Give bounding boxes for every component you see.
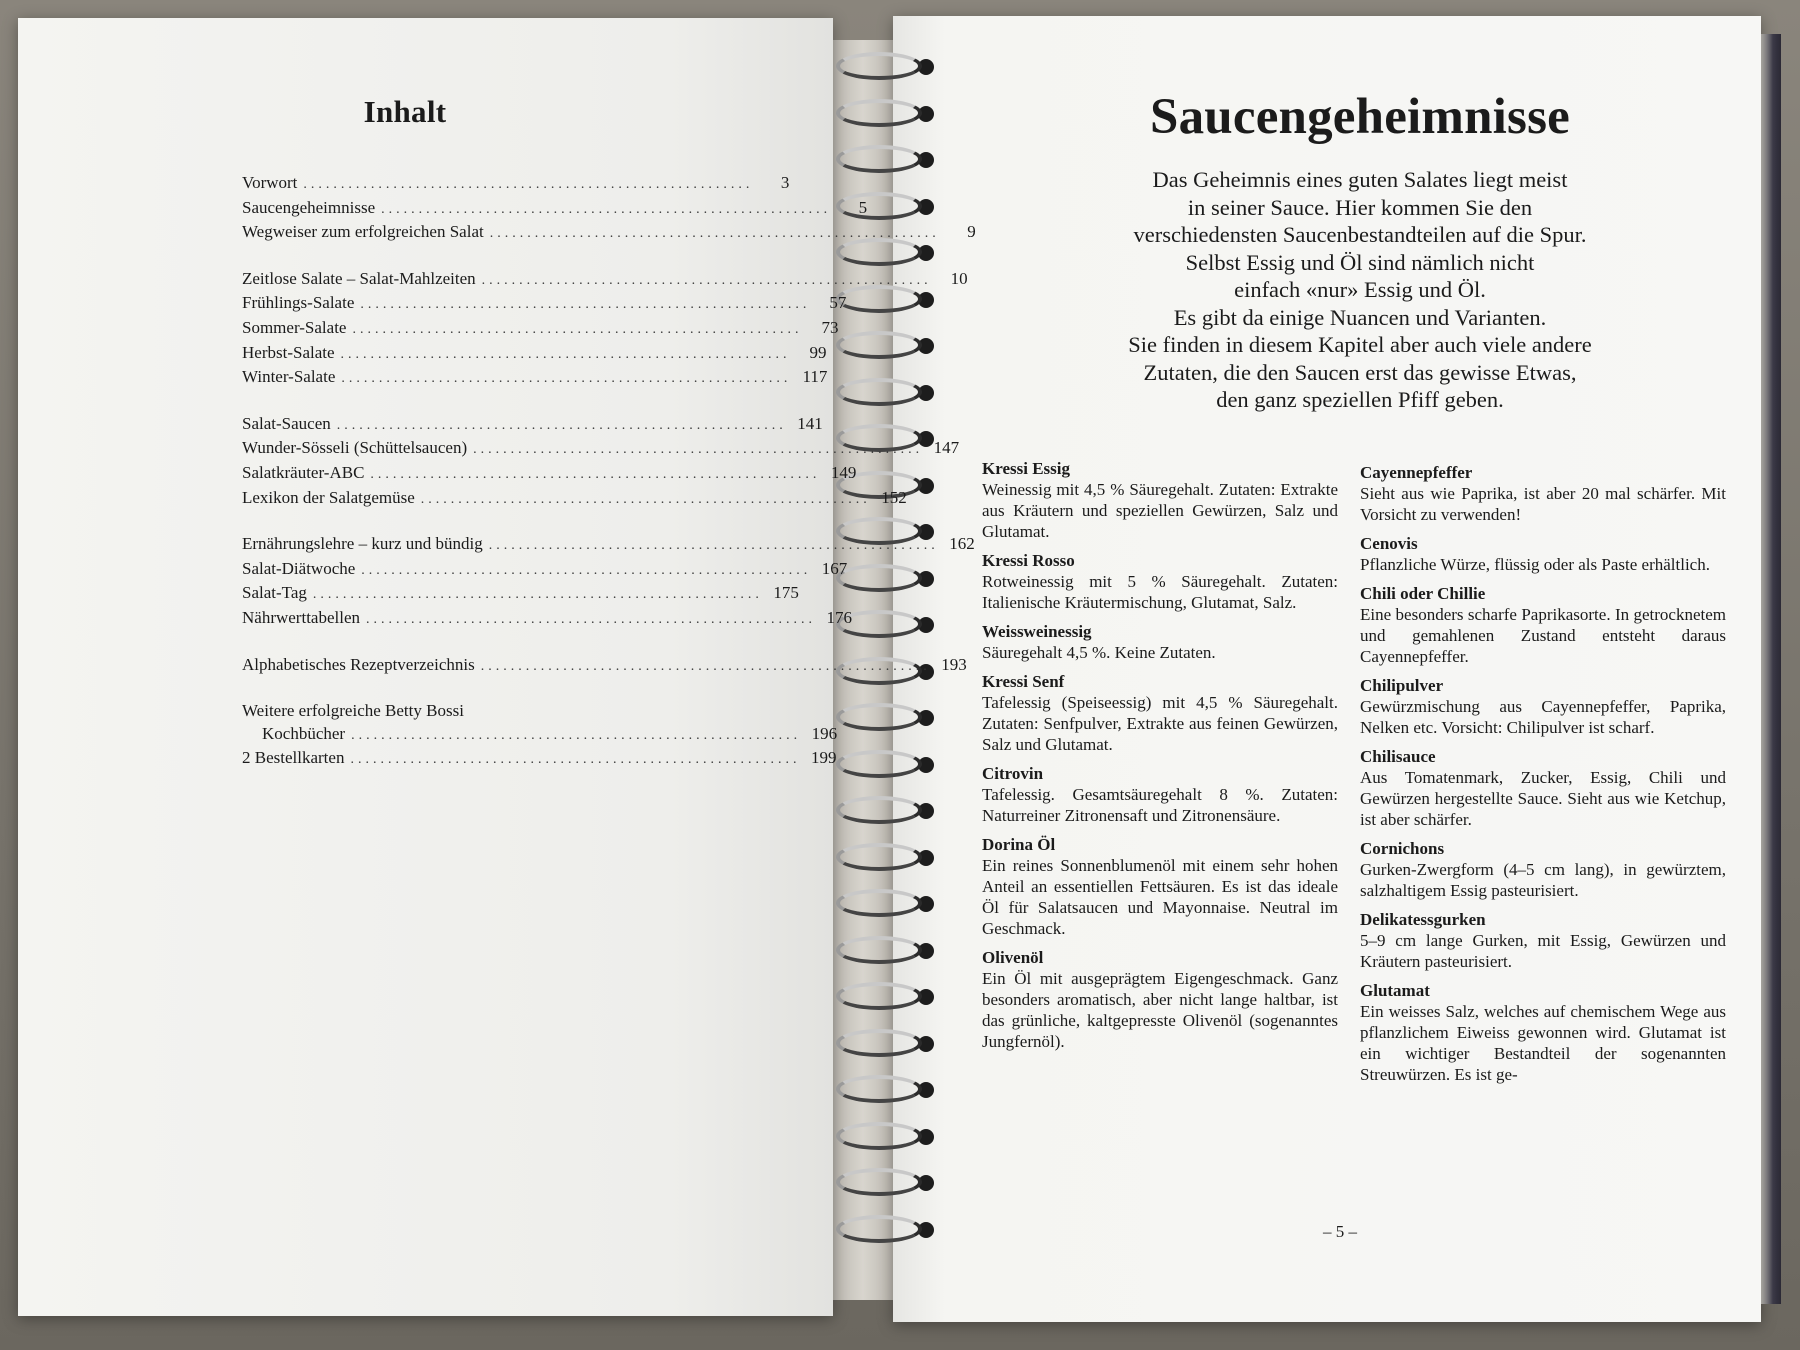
toc-entry-label: Weitere erfolgreiche Betty Bossi [242,701,464,721]
spiral-coil [832,1027,942,1061]
intro-line: den ganz speziellen Pfiff geben. [1216,387,1504,412]
toc-leader-dots: ............................................................ [341,371,792,387]
intro-line: Es gibt da einige Nuancen und Varianten. [1173,304,1547,330]
glossary-term: Glutamat [1360,981,1430,1000]
toc-leader-dots: ............................................................ [370,466,821,482]
toc-entry-page: 167 [821,558,848,578]
toc-leader-dots: ............................................................ [352,321,803,337]
toc-entry-label: Wegweiser zum erfolgreichen Salat [242,222,484,242]
intro-line: einfach «nur» Essig und Öl. [1234,277,1486,302]
toc-entry-page: 117 [802,367,828,387]
wire-loop [836,703,922,731]
glossary-term: Delikatessgurken [1360,910,1486,929]
toc-entry-label: Saucengeheimnisse [242,197,376,217]
toc-entry [242,172,790,197]
toc-entry-label: Ernährungslehre – kurz und bündig [242,534,483,554]
toc-leader-dots: ............................................................ [336,417,787,433]
glossary-entry [1360,838,1726,901]
toc-entry [242,366,828,391]
toc-entry [242,607,852,632]
toc-entry [242,413,823,438]
toc-entry [242,268,968,293]
wire-loop [836,796,922,824]
toc-group [242,654,967,679]
wire-loop [836,843,922,871]
glossary-description: Säuregehalt 4,5 %. Keine Zutaten. [982,643,1216,662]
toc-entry [242,292,847,317]
glossary-description: Tafelessig (Speiseessig) mit 4,5 % Säuregehalt. Zutaten: Senfpulver, Extrakte aus feinen Gewürzen, Salz und Glutamat. [982,693,1338,754]
glossary-description: Tafelessig. Gesamtsäuregehalt 8 %. Zutaten: Naturreiner Zitronensaft und Zitronensäure. [982,785,1338,825]
spiral-coil [832,934,942,968]
glossary-description: Ein Öl mit ausgeprägtem Eigengeschmack. Ganz besonders aromatisch, aber nicht lange haltbar, ist das grünliche, kaltgepresste Olivenöl (sogenanntes Jungfernöl). [982,969,1338,1051]
toc-entry-page: 99 [809,342,827,362]
wire-loop [836,750,922,778]
glossary-term: Chilisauce [1360,747,1436,766]
glossary-entry [1360,909,1726,972]
glossary-term: Weissweinessig [982,622,1092,641]
toc-entry-page: 176 [826,607,852,627]
glossary-entry [982,671,1338,755]
glossary-description: Weinessig mit 4,5 % Säuregehalt. Zutaten: Extrakte aus Kräutern und speziellen Gewürzen, Salz und Glutamat. [982,480,1338,541]
glossary-term: Chili oder Chillie [1360,584,1486,603]
spiral-coil [832,329,942,363]
toc-entry [242,317,839,342]
spiral-coil [832,1120,942,1154]
glossary-entry [1360,746,1726,830]
toc-entry-label: Herbst-Salate [242,342,335,362]
toc-entry-page: 196 [811,723,838,743]
glossary-term: Kressi Essig [982,459,1071,478]
toc-entry-label: Frühlings-Salate [242,293,355,313]
glossary-entry [982,834,1338,939]
toc-title: Inhalt [363,94,447,129]
intro-line: Das Geheimnis eines guten Salates liegt meist [1152,167,1568,192]
wire-loop [836,99,922,127]
toc-leader-dots: ............................................................ [480,658,931,674]
toc-entry [242,487,907,512]
glossary-entry [1360,583,1726,667]
glossary-description: Eine besonders scharfe Paprikasorte. In getrocknetem und gemahlenen Zustand entsteht daraus Cayennepfeffer. [1360,605,1726,666]
toc-leader-dots: ............................................................ [361,562,812,578]
toc-leader-dots: ............................................................ [381,201,832,217]
toc-entry-label: Lexikon der Salatgemüse [242,487,415,507]
intro-line: Selbst Essig und Öl sind nämlich nicht [1185,249,1535,275]
toc-entry-label: Wunder-Sösseli (Schüttelsaucen) [242,438,468,458]
intro-line: Sie finden in diesem Kapitel aber auch viele andere [1128,332,1592,357]
glossary-entry [982,763,1338,826]
toc-entry-label: Winter-Salate [242,367,336,387]
wire-loop [836,982,922,1010]
toc-entry [242,342,827,367]
toc-entry [242,582,799,607]
wire-loop [836,564,922,592]
toc-entry [242,723,838,748]
toc-entry [242,533,975,558]
toc-entry-page: 9 [967,222,976,242]
glossary-entry [1360,462,1726,525]
glossary-description: 5–9 cm lange Gurken, mit Essig, Gewürzen und Kräutern pasteurisiert. [1360,931,1726,971]
glossary-term: Cornichons [1360,839,1445,858]
chapter-title: Saucengeheimnisse [1150,89,1570,145]
toc-group [242,533,975,631]
toc-leader-dots: ............................................................ [350,752,801,768]
toc-entry-page: 175 [773,583,799,603]
glossary-entry [982,550,1338,613]
toc-entry-page: 199 [810,748,837,768]
toc-leader-dots: ............................................................ [481,272,932,288]
glossary-entry [982,947,1338,1052]
toc-group [242,700,838,772]
glossary-entry [1360,533,1726,575]
toc-entry-page: 162 [949,534,975,554]
toc-entry-label: Salat-Saucen [242,413,331,433]
toc-leader-dots: ............................................................ [360,297,811,313]
glossary-description: Rotweinessig mit 5 % Säuregehalt. Zutaten: Italienische Kräutermischung, Glutamat, Salz. [982,572,1338,612]
glossary-term: Olivenöl [982,948,1044,967]
toc-entry-page: 141 [797,413,823,433]
wire-loop [836,1029,922,1057]
spiral-coil [832,50,942,84]
spiral-coil [832,841,942,875]
toc-leader-dots: ............................................................ [303,177,754,192]
toc-entry-page: 5 [858,197,868,217]
glossary-description: Sieht aus wie Paprika, ist aber 20 mal schärfer. Mit Vorsicht zu verwenden! [1360,484,1726,524]
toc-entry [242,558,848,583]
glossary-term: Chilipulver [1360,676,1444,695]
glossary-description: Pflanzliche Würze, flüssig oder als Paste erhältlich. [1360,555,1710,574]
spiral-coil [832,562,942,596]
toc-entry [242,700,592,723]
toc-entry [242,437,960,462]
toc-leader-dots: ............................................................ [312,587,763,603]
toc-leader-dots: ............................................................ [366,611,816,627]
wire-loop [836,1075,922,1103]
toc-entry-label: Zeitlose Salate – Salat-Mahlzeiten [242,268,476,288]
toc-entry [242,747,837,772]
wire-loop [836,1215,922,1243]
wire-loop [836,378,922,406]
glossary-entry [982,621,1338,663]
toc-leader-dots: ............................................................ [420,491,871,507]
toc-leader-dots: ............................................................ [351,727,802,743]
toc-entry-label: Nährwerttabellen [242,607,360,627]
glossary-column-left [982,458,1338,1060]
toc-leader-dots: ............................................................ [340,346,791,362]
glossary-column-right [1360,462,1726,1093]
toc-entry-page: 3 [780,173,790,192]
toc-entry-page: 57 [829,293,847,313]
glossary-description: Ein weisses Salz, welches auf chemischem Wege aus pflanzlichem Eiweiss gewonnen wird. Glutamat ist ein wichtiger Bestandteil der sogenannten Streuwürzen. Es ist ge- [1360,1002,1726,1084]
glossary-entry [1360,980,1726,1085]
glossary-description: Gewürzmischung aus Cayennepfeffer, Paprika, Nelken etc. Vorsicht: Chilipulver ist scharf. [1360,697,1726,737]
toc-entry-page: 147 [933,438,960,458]
toc-entry-label: Sommer-Salate [242,317,347,337]
spiral-coil [832,980,942,1014]
spiral-coil [832,143,942,177]
toc-entry-label: Salat-Tag [242,583,307,603]
toc-entry-label: Alphabetisches Rezeptverzeichnis [242,654,475,674]
spiral-coil [832,794,942,828]
spiral-coil [832,701,942,735]
wire-loop [836,1168,922,1196]
toc-entry-label: Kochbücher [262,723,346,743]
toc-entry-label: Salatkräuter-ABC [242,462,365,482]
spiral-coil [832,376,942,410]
intro-line: Zutaten, die den Saucen erst das gewisse Etwas, [1143,359,1577,385]
toc-entry-page: 10 [950,268,968,288]
glossary-entry [1360,675,1726,738]
glossary-term: Citrovin [982,764,1044,783]
glossary-description: Aus Tomatenmark, Zucker, Essig, Chili und Gewürzen hergestellte Sauce. Sieht aus wie Ketchup, ist aber schärfer. [1360,768,1726,829]
glossary-term: Cayennepfeffer [1360,463,1473,482]
wire-loop [836,145,922,173]
spiral-coil [832,1166,942,1200]
toc-entry [242,197,868,222]
toc-entry [242,462,857,487]
glossary-entry [982,458,1338,542]
wire-loop [836,936,922,964]
toc-entry-label: 2 Bestellkarten [242,748,345,768]
toc-leader-dots: ............................................................ [488,538,939,554]
toc-entry-label: Salat-Diätwoche [242,558,356,578]
table-of-contents [242,172,976,794]
glossary-description: Gurken-Zwergform (4–5 cm lang), in gewürztem, salzhaltigem Essig pasteurisiert. [1360,860,1726,900]
toc-entry-page: 193 [941,654,967,674]
chapter-intro [1060,166,1660,414]
glossary-description: Ein reines Sonnenblumenöl mit einem sehr hohen Anteil an essentiellen Fettsäuren. Es ist das ideale Öl für Salatsaucen und Mayonnaise. Neutral im Geschmack. [982,856,1338,938]
glossary-term: Kressi Rosso [982,551,1075,570]
spiral-coil [832,1213,942,1247]
wire-loop [836,331,922,359]
intro-line: in seiner Sauce. Hier kommen Sie den [1187,194,1533,220]
wire-loop [836,889,922,917]
intro-line: verschiedensten Saucenbestandteilen auf die Spur. [1133,222,1587,247]
glossary-term: Cenovis [1360,534,1418,553]
toc-leader-dots: ............................................................ [473,442,924,458]
toc-entry [242,654,967,679]
spiral-coil [832,1073,942,1107]
glossary-term: Kressi Senf [982,672,1065,691]
toc-group [242,413,960,511]
toc-leader-dots: ............................................................ [489,226,940,242]
toc-group [242,172,976,246]
toc-entry-page: 152 [881,487,907,507]
spiral-coil [832,887,942,921]
spiral-coil [832,97,942,131]
toc-entry-page: 73 [821,317,839,337]
toc-group [242,268,968,391]
toc-entry-label: Vorwort [242,173,298,192]
toc-entry-page: 149 [830,462,857,482]
book-cover-edge [1761,34,1781,1304]
spiral-coil [832,748,942,782]
page-number: – 5 – [1323,1222,1357,1241]
wire-loop [836,1122,922,1150]
toc-entry [242,221,976,246]
glossary-term: Dorina Öl [982,835,1056,854]
wire-loop [836,52,922,80]
